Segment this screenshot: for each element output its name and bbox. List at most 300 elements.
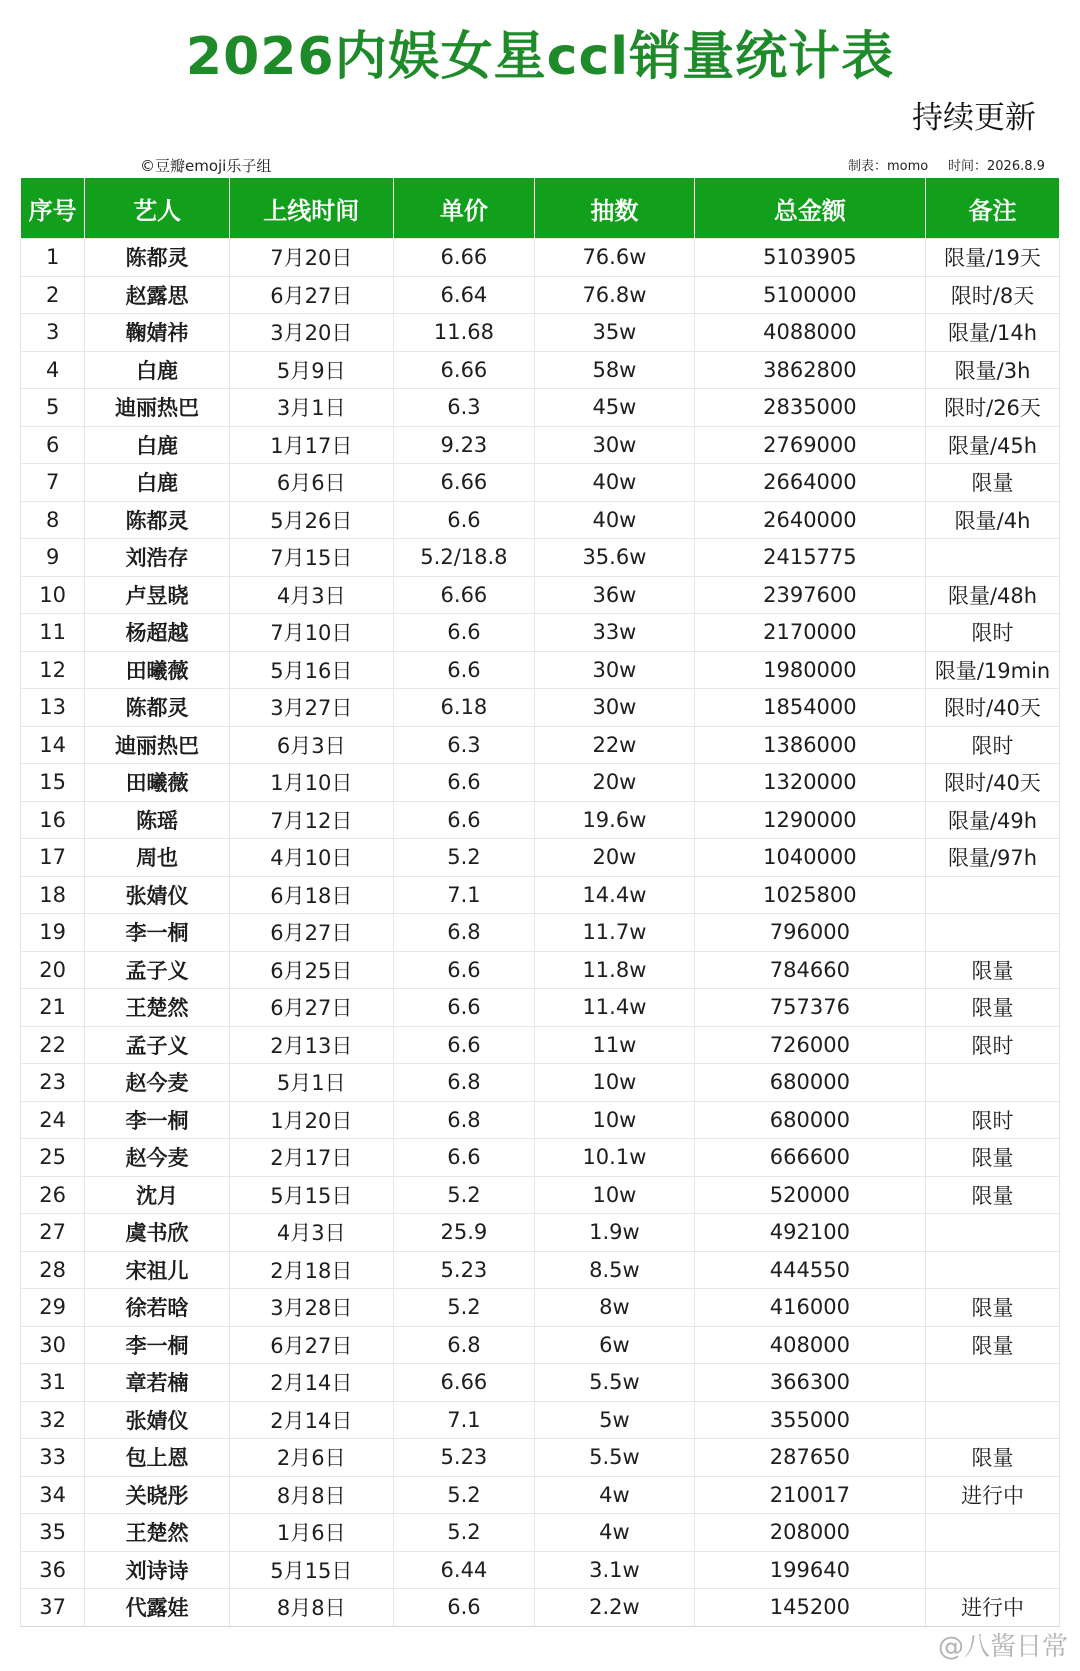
cell-launch-date: 2月13日 xyxy=(229,1026,393,1064)
cell-index: 31 xyxy=(21,1364,85,1402)
credit-line: ©豆瓣emoji乐子组 xyxy=(140,157,272,175)
table-row xyxy=(21,764,1060,802)
table-row xyxy=(21,839,1060,877)
cell-launch-date: 1月10日 xyxy=(229,764,393,802)
cell-total: 1320000 xyxy=(694,764,925,802)
cell-price: 6.6 xyxy=(393,951,534,989)
cell-draws: 8.5w xyxy=(535,1251,695,1289)
cell-launch-date: 2月6日 xyxy=(229,1439,393,1477)
cell-index: 17 xyxy=(21,839,85,877)
cell-artist: 孟子义 xyxy=(85,1026,230,1064)
cell-notes: 限时/26天 xyxy=(926,389,1060,427)
cell-price: 5.2 xyxy=(393,1176,534,1214)
table-row xyxy=(21,576,1060,614)
cell-price: 11.68 xyxy=(393,314,534,352)
cell-index: 8 xyxy=(21,501,85,539)
cell-total: 1040000 xyxy=(694,839,925,877)
cell-artist: 代露娃 xyxy=(85,1589,230,1627)
cell-price: 5.2 xyxy=(393,1289,534,1327)
cell-draws: 3.1w xyxy=(535,1551,695,1589)
cell-launch-date: 1月17日 xyxy=(229,426,393,464)
table-row xyxy=(21,501,1060,539)
cell-total: 444550 xyxy=(694,1251,925,1289)
cell-draws: 8w xyxy=(535,1289,695,1327)
table-row xyxy=(21,276,1060,314)
cell-index: 13 xyxy=(21,689,85,727)
cell-draws: 5.5w xyxy=(535,1364,695,1402)
cell-draws: 35.6w xyxy=(535,539,695,577)
cell-index: 7 xyxy=(21,464,85,502)
cell-launch-date: 6月27日 xyxy=(229,914,393,952)
cell-artist: 陈都灵 xyxy=(85,689,230,727)
cell-notes xyxy=(926,1064,1060,1102)
col-header-artist: 艺人 xyxy=(85,178,230,239)
cell-index: 11 xyxy=(21,614,85,652)
cell-notes: 限量/19min xyxy=(926,651,1060,689)
cell-notes: 限量 xyxy=(926,1176,1060,1214)
table-row xyxy=(21,464,1060,502)
cell-total: 366300 xyxy=(694,1364,925,1402)
cell-notes: 限量 xyxy=(926,989,1060,1027)
table-row xyxy=(21,1439,1060,1477)
col-header-price: 单价 xyxy=(393,178,534,239)
cell-notes xyxy=(926,1364,1060,1402)
cell-price: 6.6 xyxy=(393,1026,534,1064)
cell-price: 6.8 xyxy=(393,1101,534,1139)
cell-notes: 限时 xyxy=(926,726,1060,764)
cell-index: 26 xyxy=(21,1176,85,1214)
cell-index: 5 xyxy=(21,389,85,427)
cell-launch-date: 6月27日 xyxy=(229,276,393,314)
cell-artist: 陈都灵 xyxy=(85,501,230,539)
cell-index: 10 xyxy=(21,576,85,614)
cell-notes: 限量 xyxy=(926,464,1060,502)
cell-draws: 45w xyxy=(535,389,695,427)
table-row xyxy=(21,914,1060,952)
cell-index: 21 xyxy=(21,989,85,1027)
cell-artist: 虞书欣 xyxy=(85,1214,230,1252)
cell-artist: 王楚然 xyxy=(85,989,230,1027)
cell-artist: 张婧仪 xyxy=(85,1401,230,1439)
cell-price: 6.66 xyxy=(393,351,534,389)
cell-artist: 章若楠 xyxy=(85,1364,230,1402)
cell-total: 726000 xyxy=(694,1026,925,1064)
cell-notes: 限量 xyxy=(926,1439,1060,1477)
cell-notes xyxy=(926,1401,1060,1439)
table-row xyxy=(21,689,1060,727)
cell-notes: 限时/8天 xyxy=(926,276,1060,314)
cell-launch-date: 2月14日 xyxy=(229,1401,393,1439)
cell-index: 22 xyxy=(21,1026,85,1064)
cell-notes: 限时/40天 xyxy=(926,689,1060,727)
cell-index: 4 xyxy=(21,351,85,389)
table-row xyxy=(21,651,1060,689)
update-note: 持续更新 xyxy=(912,100,1036,136)
cell-notes: 限量/45h xyxy=(926,426,1060,464)
cell-artist: 赵今麦 xyxy=(85,1139,230,1177)
cell-price: 6.6 xyxy=(393,651,534,689)
cell-index: 19 xyxy=(21,914,85,952)
cell-draws: 5.5w xyxy=(535,1439,695,1477)
cell-notes: 限量/4h xyxy=(926,501,1060,539)
cell-total: 1386000 xyxy=(694,726,925,764)
cell-price: 6.6 xyxy=(393,1589,534,1627)
table-row xyxy=(21,989,1060,1027)
cell-notes xyxy=(926,914,1060,952)
cell-draws: 58w xyxy=(535,351,695,389)
cell-artist: 刘诗诗 xyxy=(85,1551,230,1589)
cell-artist: 迪丽热巴 xyxy=(85,726,230,764)
cell-index: 28 xyxy=(21,1251,85,1289)
cell-draws: 6w xyxy=(535,1326,695,1364)
cell-launch-date: 5月15日 xyxy=(229,1551,393,1589)
cell-launch-date: 4月10日 xyxy=(229,839,393,877)
cell-artist: 陈都灵 xyxy=(85,239,230,277)
cell-price: 6.6 xyxy=(393,801,534,839)
cell-launch-date: 5月1日 xyxy=(229,1064,393,1102)
cell-artist: 张婧仪 xyxy=(85,876,230,914)
cell-notes: 限量/19天 xyxy=(926,239,1060,277)
cell-draws: 11.7w xyxy=(535,914,695,952)
cell-launch-date: 7月12日 xyxy=(229,801,393,839)
cell-draws: 20w xyxy=(535,764,695,802)
cell-total: 680000 xyxy=(694,1101,925,1139)
cell-index: 2 xyxy=(21,276,85,314)
cell-total: 5100000 xyxy=(694,276,925,314)
cell-draws: 20w xyxy=(535,839,695,877)
cell-price: 6.66 xyxy=(393,464,534,502)
cell-artist: 卢昱晓 xyxy=(85,576,230,614)
cell-total: 210017 xyxy=(694,1476,925,1514)
sales-table xyxy=(20,178,1060,1627)
cell-price: 5.2/18.8 xyxy=(393,539,534,577)
cell-total: 796000 xyxy=(694,914,925,952)
cell-draws: 4w xyxy=(535,1476,695,1514)
cell-draws: 40w xyxy=(535,464,695,502)
cell-notes: 限时 xyxy=(926,614,1060,652)
cell-total: 145200 xyxy=(694,1589,925,1627)
cell-launch-date: 7月20日 xyxy=(229,239,393,277)
cell-launch-date: 3月1日 xyxy=(229,389,393,427)
maker-label: 制表：momo xyxy=(848,159,929,174)
cell-artist: 赵露思 xyxy=(85,276,230,314)
cell-artist: 刘浩存 xyxy=(85,539,230,577)
cell-notes xyxy=(926,1551,1060,1589)
cell-artist: 鞠婧祎 xyxy=(85,314,230,352)
cell-launch-date: 3月27日 xyxy=(229,689,393,727)
cell-notes: 限量 xyxy=(926,1289,1060,1327)
cell-price: 6.6 xyxy=(393,501,534,539)
table-row xyxy=(21,876,1060,914)
table-row xyxy=(21,801,1060,839)
cell-draws: 22w xyxy=(535,726,695,764)
cell-index: 25 xyxy=(21,1139,85,1177)
cell-total: 408000 xyxy=(694,1326,925,1364)
table-row xyxy=(21,1251,1060,1289)
cell-draws: 35w xyxy=(535,314,695,352)
cell-total: 2664000 xyxy=(694,464,925,502)
watermark: @八酱日常 xyxy=(937,1632,1068,1662)
cell-price: 6.8 xyxy=(393,1064,534,1102)
cell-total: 1290000 xyxy=(694,801,925,839)
cell-total: 199640 xyxy=(694,1551,925,1589)
cell-total: 287650 xyxy=(694,1439,925,1477)
cell-total: 2769000 xyxy=(694,426,925,464)
cell-artist: 王楚然 xyxy=(85,1514,230,1552)
cell-price: 25.9 xyxy=(393,1214,534,1252)
cell-artist: 杨超越 xyxy=(85,614,230,652)
cell-index: 32 xyxy=(21,1401,85,1439)
cell-price: 5.23 xyxy=(393,1439,534,1477)
cell-launch-date: 6月27日 xyxy=(229,989,393,1027)
cell-total: 1980000 xyxy=(694,651,925,689)
cell-draws: 4w xyxy=(535,1514,695,1552)
cell-artist: 周也 xyxy=(85,839,230,877)
table-row xyxy=(21,1514,1060,1552)
cell-total: 1854000 xyxy=(694,689,925,727)
cell-launch-date: 2月17日 xyxy=(229,1139,393,1177)
cell-index: 29 xyxy=(21,1289,85,1327)
col-header-total: 总金额 xyxy=(694,178,925,239)
cell-price: 6.66 xyxy=(393,576,534,614)
cell-price: 5.2 xyxy=(393,1476,534,1514)
table-row xyxy=(21,1326,1060,1364)
cell-draws: 33w xyxy=(535,614,695,652)
table-row xyxy=(21,351,1060,389)
cell-draws: 30w xyxy=(535,689,695,727)
cell-notes xyxy=(926,876,1060,914)
table-row xyxy=(21,426,1060,464)
cell-price: 7.1 xyxy=(393,1401,534,1439)
cell-price: 6.6 xyxy=(393,1139,534,1177)
cell-notes xyxy=(926,1514,1060,1552)
cell-price: 6.18 xyxy=(393,689,534,727)
cell-total: 3862800 xyxy=(694,351,925,389)
cell-notes: 限量/49h xyxy=(926,801,1060,839)
col-header-draws: 抽数 xyxy=(535,178,695,239)
header-row xyxy=(21,178,1060,239)
cell-price: 6.8 xyxy=(393,1326,534,1364)
cell-notes: 进行中 xyxy=(926,1589,1060,1627)
cell-notes: 限量/3h xyxy=(926,351,1060,389)
cell-launch-date: 7月15日 xyxy=(229,539,393,577)
cell-total: 666600 xyxy=(694,1139,925,1177)
cell-index: 16 xyxy=(21,801,85,839)
cell-artist: 田曦薇 xyxy=(85,764,230,802)
cell-launch-date: 4月3日 xyxy=(229,576,393,614)
cell-launch-date: 5月15日 xyxy=(229,1176,393,1214)
cell-launch-date: 6月6日 xyxy=(229,464,393,502)
cell-total: 355000 xyxy=(694,1401,925,1439)
cell-total: 784660 xyxy=(694,951,925,989)
table-row xyxy=(21,539,1060,577)
cell-index: 14 xyxy=(21,726,85,764)
cell-draws: 19.6w xyxy=(535,801,695,839)
cell-price: 6.3 xyxy=(393,389,534,427)
cell-launch-date: 7月10日 xyxy=(229,614,393,652)
cell-price: 6.44 xyxy=(393,1551,534,1589)
table-row xyxy=(21,1214,1060,1252)
cell-total: 2640000 xyxy=(694,501,925,539)
table-row xyxy=(21,726,1060,764)
cell-launch-date: 5月16日 xyxy=(229,651,393,689)
cell-notes xyxy=(926,1214,1060,1252)
cell-total: 1025800 xyxy=(694,876,925,914)
cell-index: 6 xyxy=(21,426,85,464)
cell-draws: 14.4w xyxy=(535,876,695,914)
table-body xyxy=(21,239,1060,1627)
table-row xyxy=(21,1589,1060,1627)
cell-notes: 限量/48h xyxy=(926,576,1060,614)
cell-notes: 限量/97h xyxy=(926,839,1060,877)
cell-index: 36 xyxy=(21,1551,85,1589)
cell-draws: 10w xyxy=(535,1176,695,1214)
cell-draws: 1.9w xyxy=(535,1214,695,1252)
cell-draws: 30w xyxy=(535,651,695,689)
cell-launch-date: 2月14日 xyxy=(229,1364,393,1402)
cell-artist: 田曦薇 xyxy=(85,651,230,689)
cell-draws: 10.1w xyxy=(535,1139,695,1177)
cell-index: 34 xyxy=(21,1476,85,1514)
cell-index: 1 xyxy=(21,239,85,277)
table-row xyxy=(21,1364,1060,1402)
cell-total: 416000 xyxy=(694,1289,925,1327)
cell-index: 30 xyxy=(21,1326,85,1364)
cell-draws: 30w xyxy=(535,426,695,464)
cell-artist: 包上恩 xyxy=(85,1439,230,1477)
cell-total: 520000 xyxy=(694,1176,925,1214)
cell-total: 680000 xyxy=(694,1064,925,1102)
page-title: 2026内娱女星ccl销量统计表 xyxy=(185,27,895,87)
cell-launch-date: 6月25日 xyxy=(229,951,393,989)
cell-artist: 徐若晗 xyxy=(85,1289,230,1327)
cell-artist: 白鹿 xyxy=(85,464,230,502)
cell-artist: 关晓彤 xyxy=(85,1476,230,1514)
cell-launch-date: 4月3日 xyxy=(229,1214,393,1252)
table-row xyxy=(21,389,1060,427)
cell-price: 6.66 xyxy=(393,1364,534,1402)
table-row xyxy=(21,1101,1060,1139)
cell-index: 3 xyxy=(21,314,85,352)
cell-draws: 10w xyxy=(535,1064,695,1102)
cell-draws: 36w xyxy=(535,576,695,614)
cell-draws: 11.8w xyxy=(535,951,695,989)
cell-artist: 迪丽热巴 xyxy=(85,389,230,427)
cell-price: 5.2 xyxy=(393,839,534,877)
cell-launch-date: 5月26日 xyxy=(229,501,393,539)
cell-notes: 限时 xyxy=(926,1026,1060,1064)
cell-notes: 进行中 xyxy=(926,1476,1060,1514)
cell-price: 6.3 xyxy=(393,726,534,764)
table-row xyxy=(21,314,1060,352)
table-row xyxy=(21,1476,1060,1514)
cell-artist: 白鹿 xyxy=(85,426,230,464)
cell-index: 37 xyxy=(21,1589,85,1627)
cell-notes xyxy=(926,539,1060,577)
cell-total: 492100 xyxy=(694,1214,925,1252)
cell-draws: 2.2w xyxy=(535,1589,695,1627)
cell-price: 6.6 xyxy=(393,764,534,802)
cell-draws: 5w xyxy=(535,1401,695,1439)
cell-artist: 李一桐 xyxy=(85,1101,230,1139)
cell-artist: 宋祖儿 xyxy=(85,1251,230,1289)
cell-price: 6.64 xyxy=(393,276,534,314)
cell-notes xyxy=(926,1251,1060,1289)
cell-launch-date: 5月9日 xyxy=(229,351,393,389)
cell-launch-date: 8月8日 xyxy=(229,1476,393,1514)
cell-total: 208000 xyxy=(694,1514,925,1552)
col-header-index: 序号 xyxy=(21,178,85,239)
cell-launch-date: 6月27日 xyxy=(229,1326,393,1364)
cell-index: 23 xyxy=(21,1064,85,1102)
cell-notes: 限时/40天 xyxy=(926,764,1060,802)
cell-index: 35 xyxy=(21,1514,85,1552)
table-row xyxy=(21,1026,1060,1064)
cell-launch-date: 3月28日 xyxy=(229,1289,393,1327)
cell-launch-date: 2月18日 xyxy=(229,1251,393,1289)
cell-notes: 限量/14h xyxy=(926,314,1060,352)
cell-artist: 孟子义 xyxy=(85,951,230,989)
cell-notes: 限时 xyxy=(926,1101,1060,1139)
cell-artist: 沈月 xyxy=(85,1176,230,1214)
cell-artist: 陈瑶 xyxy=(85,801,230,839)
cell-launch-date: 3月20日 xyxy=(229,314,393,352)
cell-price: 6.66 xyxy=(393,239,534,277)
table-row xyxy=(21,951,1060,989)
cell-notes: 限量 xyxy=(926,1139,1060,1177)
table-row xyxy=(21,1289,1060,1327)
cell-artist: 李一桐 xyxy=(85,914,230,952)
cell-draws: 76.6w xyxy=(535,239,695,277)
table-row xyxy=(21,239,1060,277)
cell-artist: 白鹿 xyxy=(85,351,230,389)
cell-price: 6.6 xyxy=(393,614,534,652)
cell-draws: 76.8w xyxy=(535,276,695,314)
cell-index: 20 xyxy=(21,951,85,989)
cell-artist: 赵今麦 xyxy=(85,1064,230,1102)
cell-notes: 限量 xyxy=(926,951,1060,989)
cell-notes: 限量 xyxy=(926,1326,1060,1364)
cell-total: 5103905 xyxy=(694,239,925,277)
col-header-launch-date: 上线时间 xyxy=(229,178,393,239)
cell-price: 6.8 xyxy=(393,914,534,952)
cell-total: 757376 xyxy=(694,989,925,1027)
cell-launch-date: 6月18日 xyxy=(229,876,393,914)
cell-price: 5.23 xyxy=(393,1251,534,1289)
cell-total: 4088000 xyxy=(694,314,925,352)
cell-index: 24 xyxy=(21,1101,85,1139)
cell-price: 5.2 xyxy=(393,1514,534,1552)
table-row xyxy=(21,1176,1060,1214)
cell-launch-date: 1月6日 xyxy=(229,1514,393,1552)
table-row xyxy=(21,1401,1060,1439)
cell-index: 12 xyxy=(21,651,85,689)
date-label: 时间：2026.8.9 xyxy=(948,159,1045,174)
cell-launch-date: 8月8日 xyxy=(229,1589,393,1627)
cell-index: 9 xyxy=(21,539,85,577)
table-row xyxy=(21,1064,1060,1102)
cell-index: 15 xyxy=(21,764,85,802)
cell-draws: 11w xyxy=(535,1026,695,1064)
table-row xyxy=(21,614,1060,652)
cell-price: 6.6 xyxy=(393,989,534,1027)
table-row xyxy=(21,1139,1060,1177)
cell-index: 27 xyxy=(21,1214,85,1252)
cell-total: 2835000 xyxy=(694,389,925,427)
table-row xyxy=(21,1551,1060,1589)
cell-launch-date: 6月3日 xyxy=(229,726,393,764)
cell-launch-date: 1月20日 xyxy=(229,1101,393,1139)
